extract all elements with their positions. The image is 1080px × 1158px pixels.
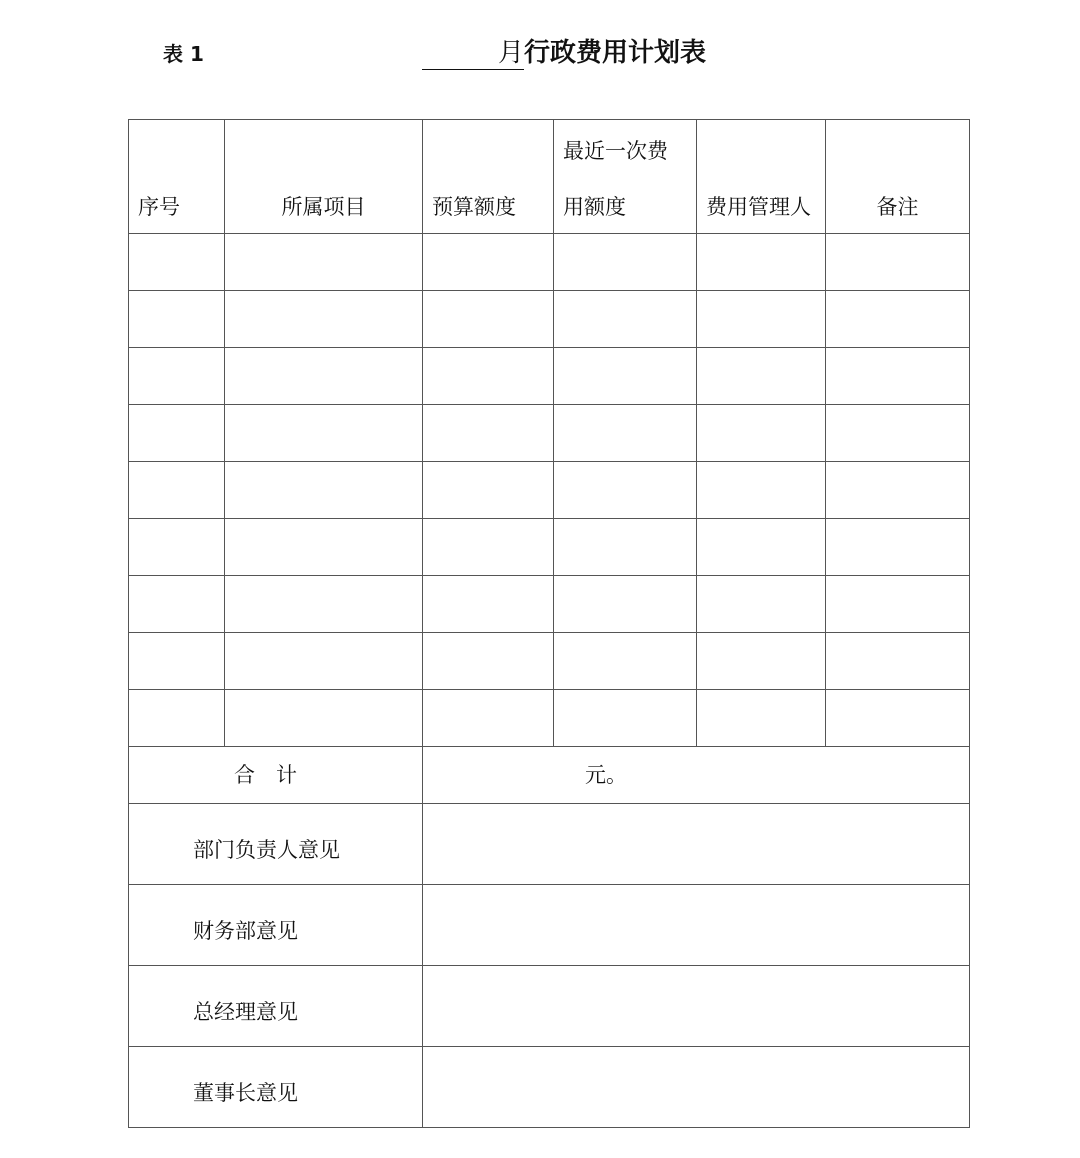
page-title — [422, 34, 706, 70]
table-cell[interactable] — [554, 519, 697, 576]
table-cell[interactable] — [225, 405, 423, 462]
table-cell[interactable] — [423, 405, 554, 462]
total-label-char-1: 合 — [234, 763, 255, 787]
table-row — [129, 234, 970, 291]
table-cell[interactable] — [129, 633, 225, 690]
table-cell[interactable] — [423, 633, 554, 690]
column-header-last-expense-line1: 最近一次费 — [563, 139, 668, 163]
opinion-row-dept-head — [129, 804, 970, 885]
chairman-opinion-field[interactable] — [423, 1047, 970, 1128]
table-cell[interactable] — [826, 690, 970, 747]
table-cell[interactable] — [423, 690, 554, 747]
total-label — [129, 747, 423, 804]
chairman-opinion-label: 董事长意见 — [129, 1047, 423, 1128]
table-cell[interactable] — [697, 234, 826, 291]
table-row — [129, 291, 970, 348]
table-cell[interactable] — [826, 348, 970, 405]
table-row — [129, 576, 970, 633]
table-cell[interactable] — [697, 690, 826, 747]
table-cell[interactable] — [129, 291, 225, 348]
table-cell[interactable] — [697, 348, 826, 405]
table-cell[interactable] — [129, 348, 225, 405]
table-cell[interactable] — [129, 690, 225, 747]
table-row — [129, 462, 970, 519]
table-cell[interactable] — [697, 633, 826, 690]
table-cell[interactable] — [826, 405, 970, 462]
table-cell[interactable] — [129, 519, 225, 576]
table-cell[interactable] — [554, 405, 697, 462]
dept-head-opinion-label: 部门负责人意见 — [129, 804, 423, 885]
month-blank-line — [422, 39, 498, 70]
table-cell[interactable] — [225, 633, 423, 690]
table-cell[interactable] — [697, 519, 826, 576]
table-cell[interactable] — [554, 690, 697, 747]
table-cell[interactable] — [423, 462, 554, 519]
table-cell[interactable] — [697, 462, 826, 519]
table-cell[interactable] — [225, 519, 423, 576]
table-cell[interactable] — [826, 519, 970, 576]
table-row — [129, 405, 970, 462]
table-cell[interactable] — [826, 462, 970, 519]
column-header-last-expense-line2: 用额度 — [563, 195, 626, 219]
header-row — [129, 120, 970, 234]
table-cell[interactable] — [225, 576, 423, 633]
column-header-remarks: 备注 — [826, 120, 970, 234]
table-cell[interactable] — [225, 348, 423, 405]
table-cell[interactable] — [225, 462, 423, 519]
table-cell[interactable] — [423, 519, 554, 576]
opinion-row-chairman — [129, 1047, 970, 1128]
table-cell[interactable] — [129, 234, 225, 291]
title-text: 行政费用计划表 — [524, 38, 707, 68]
table-cell[interactable] — [225, 291, 423, 348]
title-month: 月 — [498, 38, 525, 68]
total-label-char-2: 计 — [276, 763, 297, 787]
column-header-project: 所属项目 — [225, 120, 423, 234]
opinion-row-finance — [129, 885, 970, 966]
table-number: 表 1 — [163, 42, 204, 66]
table-row — [129, 633, 970, 690]
table-cell[interactable] — [826, 234, 970, 291]
table-cell[interactable] — [554, 576, 697, 633]
table-cell[interactable] — [423, 291, 554, 348]
table-cell[interactable] — [554, 633, 697, 690]
table-row — [129, 519, 970, 576]
opinion-row-gm — [129, 966, 970, 1047]
gm-opinion-field[interactable] — [423, 966, 970, 1047]
table-cell[interactable] — [826, 633, 970, 690]
table-cell[interactable] — [826, 291, 970, 348]
table-row — [129, 690, 970, 747]
table-cell[interactable] — [826, 576, 970, 633]
column-header-budget: 预算额度 — [423, 120, 554, 234]
finance-opinion-label: 财务部意见 — [129, 885, 423, 966]
column-header-last-expense — [554, 120, 697, 234]
table-cell[interactable] — [225, 234, 423, 291]
total-unit: 元。 — [585, 763, 627, 787]
table-cell[interactable] — [423, 234, 554, 291]
total-value-cell[interactable] — [423, 747, 970, 804]
gm-opinion-label: 总经理意见 — [129, 966, 423, 1047]
table-cell[interactable] — [554, 462, 697, 519]
expense-plan-table — [128, 119, 970, 1128]
table-row — [129, 348, 970, 405]
table-cell[interactable] — [129, 576, 225, 633]
table-cell[interactable] — [554, 348, 697, 405]
table-cell[interactable] — [554, 291, 697, 348]
table-cell[interactable] — [697, 405, 826, 462]
table-cell[interactable] — [697, 576, 826, 633]
table-cell[interactable] — [129, 462, 225, 519]
table-cell[interactable] — [554, 234, 697, 291]
table-cell[interactable] — [423, 576, 554, 633]
dept-head-opinion-field[interactable] — [423, 804, 970, 885]
table-cell[interactable] — [697, 291, 826, 348]
finance-opinion-field[interactable] — [423, 885, 970, 966]
column-header-manager: 费用管理人 — [697, 120, 826, 234]
table-cell[interactable] — [423, 348, 554, 405]
total-row — [129, 747, 970, 804]
table-cell[interactable] — [129, 405, 225, 462]
column-header-serial: 序号 — [129, 120, 225, 234]
table-cell[interactable] — [225, 690, 423, 747]
